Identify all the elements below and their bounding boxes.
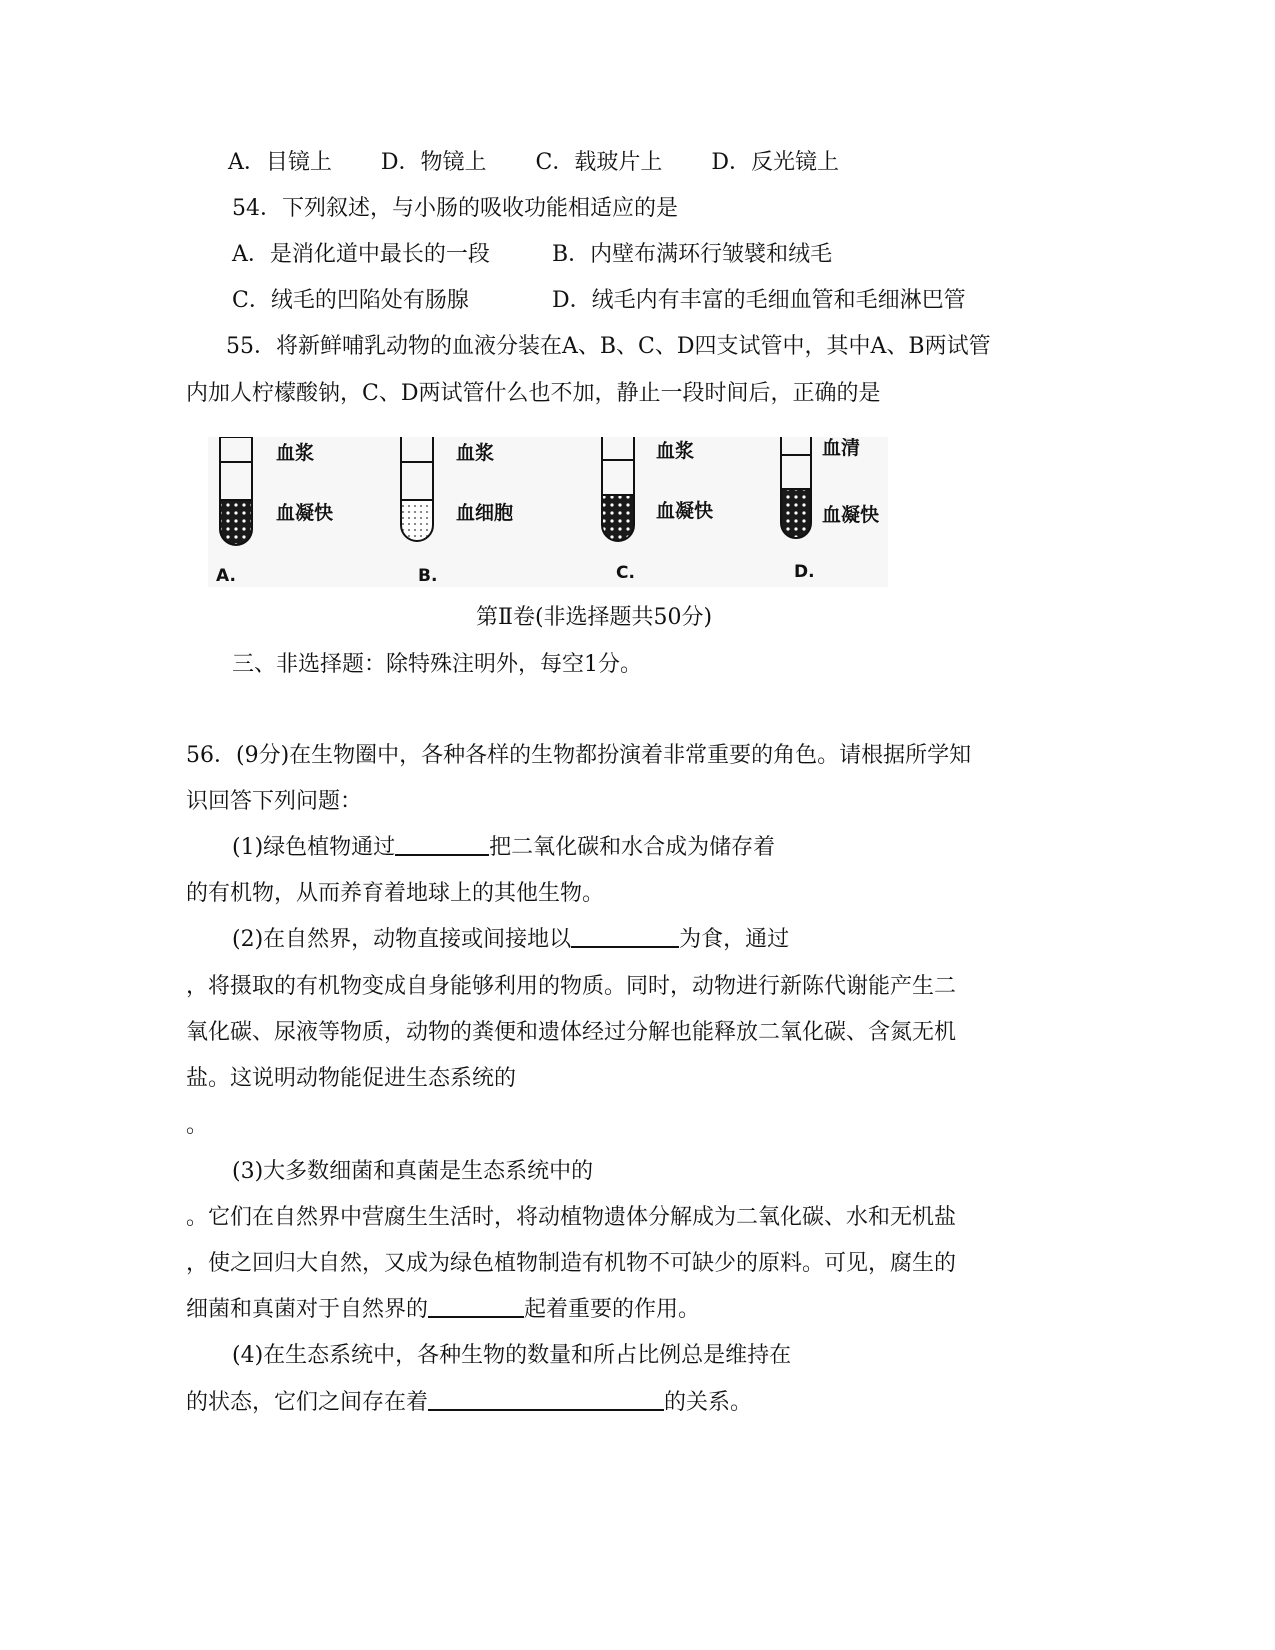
tube-d-bottom-label: 血凝快: [822, 504, 880, 526]
tube-a-letter: A.: [216, 566, 236, 586]
q54-option-a: A．是消化道中最长的一段: [232, 242, 490, 267]
q56-part4-text-b: 的状态，它们之间存在着: [186, 1390, 429, 1415]
q54-stem: 54．下列叙述，与小肠的吸收功能相适应的是: [232, 196, 678, 221]
q56-part3-line1: (3)大多数细菌和真菌是生态系统中的: [232, 1159, 594, 1184]
q56-part4-text-c: 的关系。: [664, 1390, 753, 1415]
q56-part1-line2: 的有机物，从而养育着地球上的其他生物。: [186, 881, 605, 906]
q55-stem-line1: 55．将新鲜哺乳动物的血液分装在A、B、C、D四支试管中，其中A、B两试管: [226, 334, 991, 359]
q56-part4-line2: [186, 1389, 752, 1417]
section-instruction: 三、非选择题：除特殊注明外，每空1分。: [232, 652, 642, 677]
test-tube-figure: [208, 437, 888, 587]
q56-part2-line3: 氧化碳、尿液等物质，动物的粪便和遗体经过分解也能释放二氧化碳、含氮无机: [186, 1020, 957, 1045]
tube-d-top-label: 血清: [822, 437, 861, 459]
q56-part3-line2: 。它们在自然界中营腐生生活时，将动植物遗体分解成为二氧化碳、水和无机盐: [186, 1205, 957, 1230]
q56-part1-line1: [232, 834, 775, 862]
q54-option-d: D．绒毛内有丰富的毛细血管和毛细淋巴管: [552, 288, 966, 313]
q53-option-b: D．物镜上: [380, 150, 487, 175]
tube-c-letter: C.: [616, 563, 635, 583]
tube-b-bottom-layer: [401, 500, 433, 541]
q56-part3-line3: ，使之回归大自然，又成为绿色植物制造有机物不可缺少的原料。可见，腐生的: [186, 1251, 957, 1276]
q56-part2-line2: ，将摄取的有机物变成自身能够利用的物质。同时，动物进行新陈代谢能产生二: [186, 974, 957, 999]
q56-part2-line1: [232, 926, 789, 954]
tube-d-bottom-layer: [781, 489, 811, 538]
tube-d-letter: D.: [794, 562, 815, 582]
q56-part3-text-e: 起着重要的作用。: [524, 1297, 701, 1322]
q56-part2-text-b: 为食，通过: [679, 927, 790, 952]
section-title: 第Ⅱ卷(非选择题共50分): [476, 605, 713, 630]
q54-option-b: B．内壁布满环行皱襞和绒毛: [552, 242, 833, 267]
tube-a-top-label: 血浆: [276, 442, 315, 464]
q56-part1-text-a: (1)绿色植物通过: [232, 835, 396, 860]
answer-blank-2[interactable]: [571, 926, 679, 948]
tube-a-bottom-layer: [220, 500, 252, 545]
tube-b-bottom-label: 血细胞: [456, 502, 514, 524]
q53-option-c: C．载玻片上: [535, 150, 663, 175]
tube-a-bottom-label: 血凝快: [276, 502, 334, 524]
q56-part3-text-d: 细菌和真菌对于自然界的: [186, 1297, 429, 1322]
q53-option-d: D．反光镜上: [711, 150, 840, 175]
answer-blank-4[interactable]: [428, 1389, 664, 1411]
q56-part2-line5: 。: [186, 1113, 209, 1138]
q56-part4-line1: (4)在生态系统中，各种生物的数量和所占比例总是维持在: [232, 1343, 792, 1368]
q54-option-c: C．绒毛的凹陷处有肠腺: [232, 288, 469, 313]
q56-part2-text-a: (2)在自然界，动物直接或间接地以: [232, 927, 572, 952]
tube-b-top-label: 血浆: [456, 442, 495, 464]
tube-c-bottom-label: 血凝快: [656, 500, 714, 522]
q56-part3-line4: [186, 1296, 700, 1324]
answer-blank-3[interactable]: [428, 1296, 524, 1318]
q53-option-a: A．目镜上: [228, 150, 332, 175]
q56-part1-text-b: 把二氧化碳和水合成为储存着: [489, 835, 776, 860]
answer-blank-1[interactable]: [395, 834, 489, 856]
tube-c-top-label: 血浆: [656, 440, 695, 462]
q56-stem-line2: 识回答下列问题：: [186, 789, 363, 814]
tube-c-bottom-layer: [602, 495, 634, 541]
q56-stem-line1: 56．(9分)在生物圈中，各种各样的生物都扮演着非常重要的角色。请根据所学知: [186, 743, 972, 768]
q56-part2-line4: 盐。这说明动物能促进生态系统的: [186, 1066, 517, 1091]
tube-b-letter: B.: [418, 566, 438, 586]
q53-options-line: [228, 149, 839, 177]
q55-stem-line2: 内加人柠檬酸钠，C、D两试管什么也不加，静止一段时间后，正确的是: [186, 381, 881, 406]
